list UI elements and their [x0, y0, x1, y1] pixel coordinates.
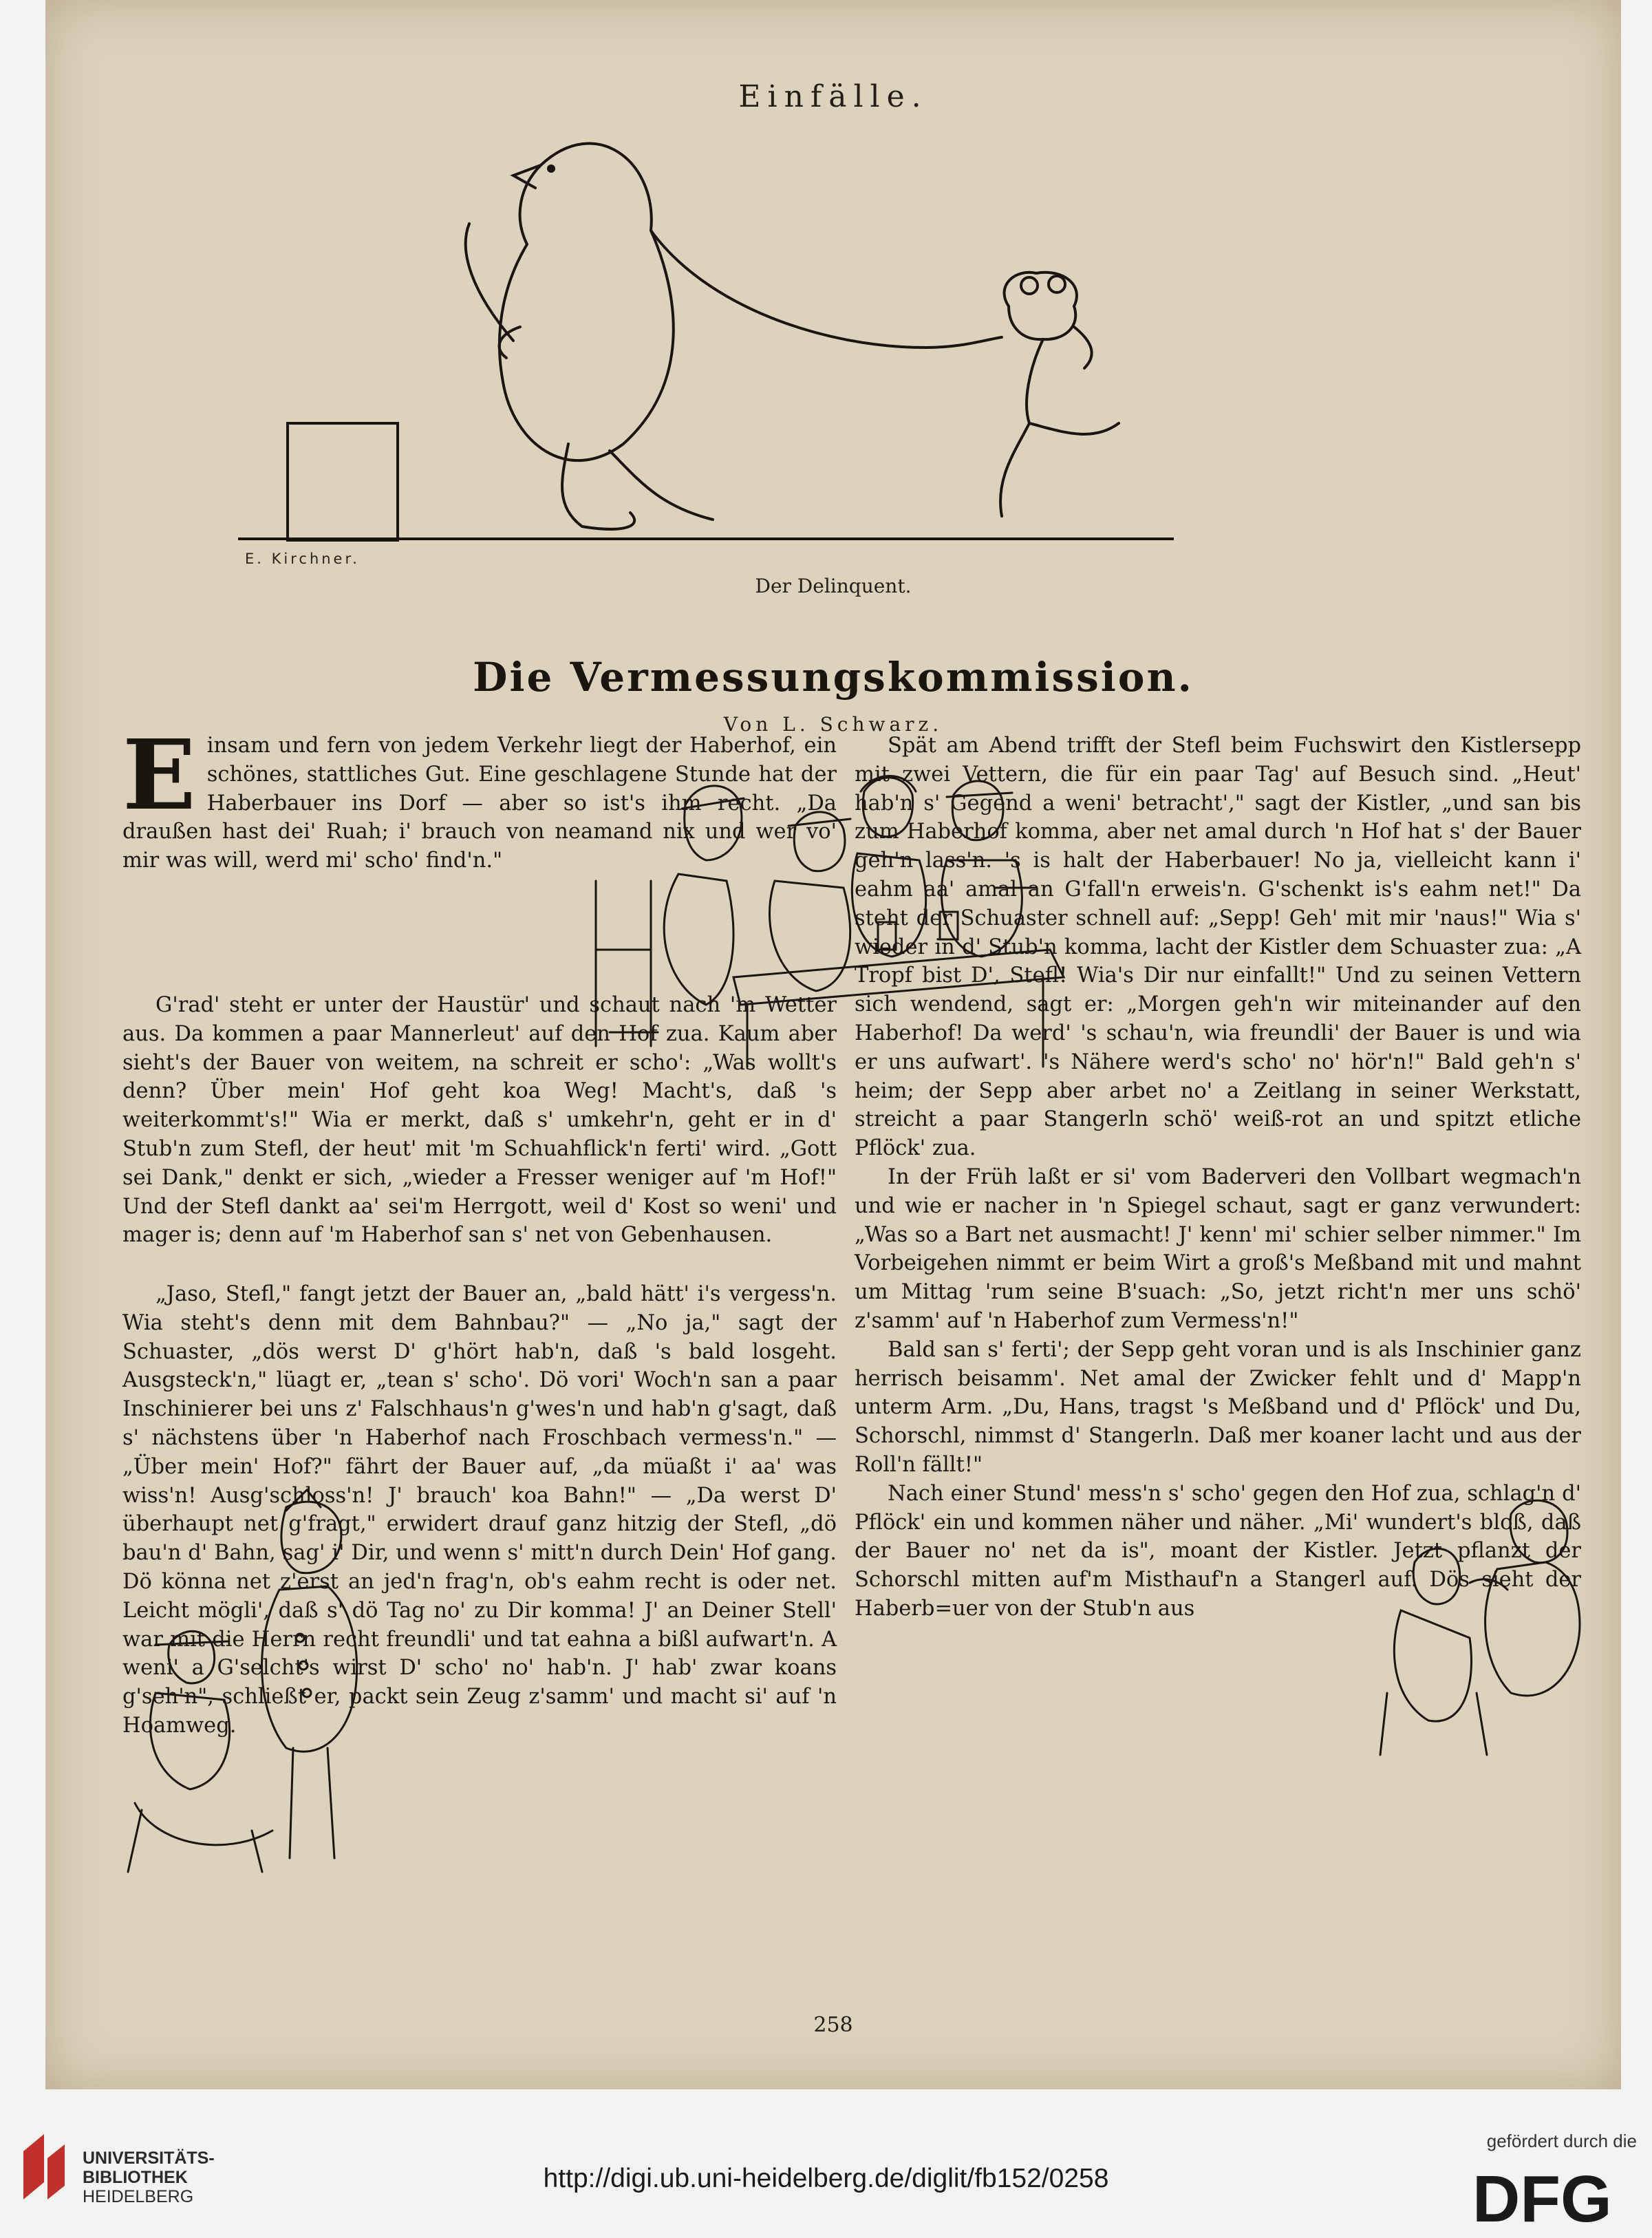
library-name-line-3: HEIDELBERG [83, 2187, 194, 2206]
page-number: 258 [813, 2013, 853, 2037]
right-paragraph-1: Spät am Abend trifft der Stefl beim Fuchswirt den Kistlersepp mit zwei Vettern, die für ein paar Tag' auf Besuch sind. „Heut' hab'n s' Gegend a weni' betracht'," sagt der Kistler, „und san bis zum Haberhof komma, aber net amal durch 'n Hof hat s' der Bauer geh'n lass'n. 's is halt der Haberbauer! No ja, vielleicht kann i' eahm aa' amal an G'fall'n erweis'n. G'schenkt is's eahm net!" Da steht der Schuaster schnell auf: „Sepp! Geh' mit mir 'naus!" Wia s' wieder in d' Stub'n komma, lacht der Kistler dem Schuaster zua: „A Tropf bist D', Stefl! Wia's Dir nur einfallt!" Und zu seinen Vettern sich wendend, sagt er: „Morgen geh'n wir miteinander auf den Haberhof! Da werd' 's schau'n, wia freundli' der Bauer is und wia er uns aufwart'. 's Nähere werd's scho' no' hör'n!" Bald geh'n s' heim; der Sepp aber arbet no' a Zeitlang in seiner Werkstatt, streicht a paar Stangerln schö' weiß-rot an und spitzt etliche Pflöck' zua. [855, 734, 1581, 1161]
library-name-line-1: UNIVERSITÄTS- [83, 2149, 215, 2168]
library-name-line-2: BIBLIOTHEK [83, 2168, 188, 2187]
left-column-part-3 [122, 1280, 837, 1740]
left-paragraph-1: insam und fern von jedem Verkehr liegt der Haberhof, ein schönes, stattliches Gut. Eine geschlagene Stunde hat der Haberbauer ins Dorf — aber so ist's ihm recht. „Da draußen hast dei' Ruah; i' brauch von neamand nix und wer vo' mir was will, werd mi' scho' find'n." [122, 734, 837, 873]
funded-by-label: gefördert durch die [1486, 2131, 1637, 2151]
left-column [122, 719, 837, 875]
right-column [855, 732, 1581, 1623]
drop-cap: E [122, 719, 196, 832]
illustration-artist-signature: E. Kirchner. [245, 551, 360, 567]
permalink-url[interactable]: http://digi.ub.uni-heidelberg.de/diglit/fb152/0258 [543, 2164, 1109, 2193]
left-paragraph-3: „Jaso, Stefl," fangt jetzt der Bauer an, „bald hätt' i's vergess'n. Wia steht's denn mit dem Bahnbau?" — „No ja," sagt der Schuaster, „dös werst D' g'hört hab'n, daß 's bald losgeht. Ausgsteck'n," lüagt er, „tean s' scho'. Dö vori' Woch'n san a paar Inschinierer bei uns z' Falschhaus'n g'wes'n und hab'n g'sagt, daß s' nächstens über 'n Haberhof nach Froschbach vermess'n." — „Über mein' Hof?" fährt der Bauer auf, „da müaßt i' aa' was wiss'n! Ausg'schloss'n! J' brauch' koa Bahn!" — „Da werst D' überhaupt net g'fragt," erwidert drauf ganz hitzig der Stefl, „dö bau'n d' Bahn, sag' i' Dir, und wenn s' mitt'n durch Dein' Hof gang. Dö könna net z'erst an jed'n frag'n, ob's eahm recht is oder net. Leicht mögli', daß s' dö Tag no' zu Dir komma! J' an Deiner Stell' war mit die Herrn recht freundli' und tat eahna a bißl aufwart'n. A weni' a G'selcht's wirst D' scho' no' hab'n. J' hab' zwar koans g'seh'n", schließt er, packt sein Zeug z'samm' und macht si' auf 'n Hoamweg. [122, 1282, 837, 1738]
illustration-caption: Der Delinquent. [755, 575, 912, 597]
dfg-logo-icon [1472, 2165, 1635, 2227]
right-paragraph-4: Nach einer Stund' mess'n s' scho' gegen den Hof zua, schlag'n d' Pflöck' ein und kommen näher und näher. „Mi' wundert's bloß, daß der Bauer no' net da is", moant der Kistler. Jetzt pflanzt der Schorschl mitten auf'm Misthauf'n a Stangerl auf. Dös sieht der Haberb=uer von der Stub'n aus [855, 1481, 1581, 1621]
page-header: Einfälle. [738, 79, 928, 114]
dfg-logo-text: DFG [1472, 2165, 1612, 2227]
scanned-page [45, 0, 1621, 2089]
article-byline: Von L. Schwarz. [723, 713, 943, 736]
illustration-delinquent [238, 120, 1174, 588]
right-paragraph-2: In der Früh laßt er si' vom Baderveri den Vollbart wegmach'n und wie er nacher in 'n Spiegel schaut, sagt er ganz verwundert: „Was so a Bart net ausmacht! J' kenn' mi' schier selber nimmer." Im Vorbeigehen nimmt er beim Wirt a groß's Meßband mit und mahnt um Mittag 'rum seine B'suach: „So, jetzt richt'n mer uns schö' z'samm' auf 'n Haberhof zum Vermess'n!" [855, 1164, 1581, 1333]
article-title: Die Vermessungskommission. [473, 654, 1194, 701]
left-paragraph-2: G'rad' steht er unter der Haustür' und schaut nach 'm Wetter aus. Da kommen a paar Mannerleut' auf den Hof zua. Kaum aber sieht's der Bauer von weitem, na schreit er scho': „Was wollt's denn? Über mein' Hof geht koa Weg! Macht's, daß 's weiterkommt's!" Wia er merkt, daß s' umkehr'n, geht er in d' Stub'n zum Stefl, der heut' mit 'm Schuahflick'n ferti' wird. „Gott sei Dank," denkt er sich, „wieder a Fresser weniger auf 'm Hof!" Und der Stefl dankt aa' sei'm Herrgott, weil d' Kost so weni' und mager is; denn auf 'm Haberhof san s' net von Gebenhausen. [122, 993, 837, 1248]
viewer-footer [0, 2089, 1652, 2238]
left-column-part-2 [122, 991, 837, 1250]
right-paragraph-3: Bald san s' ferti'; der Sepp geht voran und is als Inschinier ganz herrisch beisamm'. Net amal der Zwicker fehlt und d' Mapp'n unterm Arm. „Du, Hans, tragst 's Meßband und d' Pflöck' und Du, Schorschl, nimmst d' Stangerln. Daß mer koaner lacht und aus der Roll'n fällt!" [855, 1337, 1581, 1477]
